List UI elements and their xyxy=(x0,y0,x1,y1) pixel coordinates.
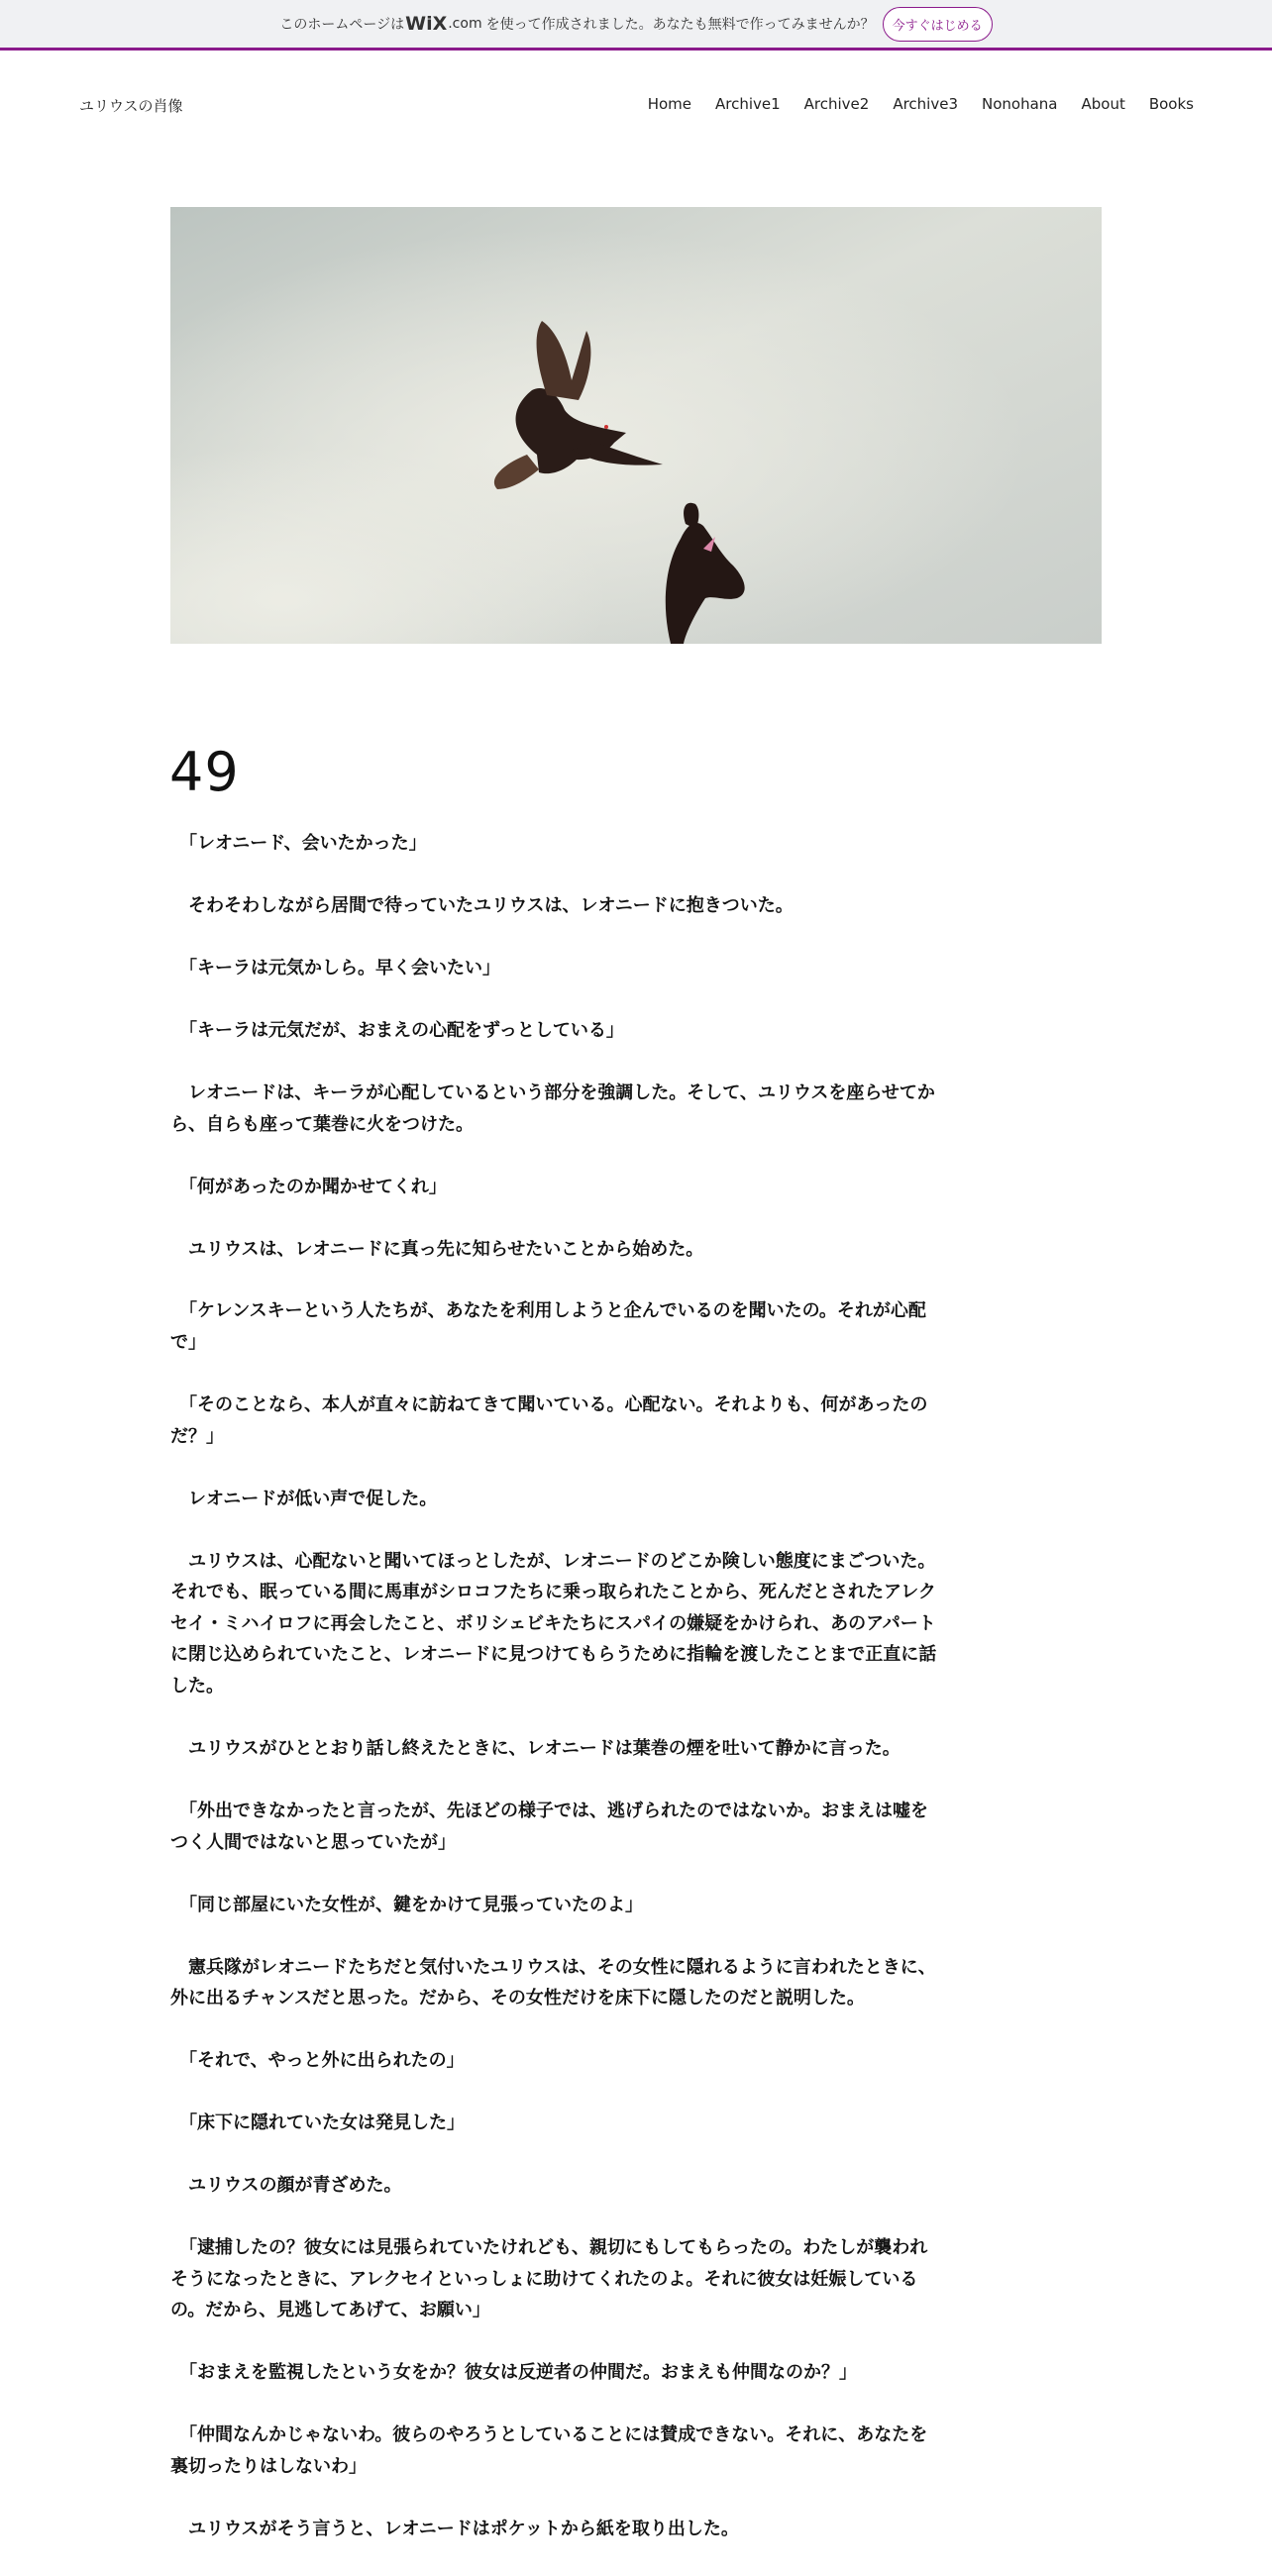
wix-promo-banner xyxy=(0,0,1272,51)
post-body xyxy=(170,828,943,2576)
start-now-button[interactable]: 今すぐはじめる xyxy=(883,7,993,42)
paragraph: 「同じ部屋にいた女性が、鍵をかけて見張っていたのよ」 xyxy=(170,1894,643,1915)
paragraph: レオニードが低い声で促した。 xyxy=(170,1488,438,1509)
paragraph: ユリウスがそう言うと、レオニードはポケットから紙を取り出した。 xyxy=(170,2518,739,2539)
wix-logo: WiX xyxy=(405,13,448,35)
main-nav xyxy=(624,95,1194,113)
paragraph: 「床下に隠れていた女は発見した」 xyxy=(170,2112,465,2134)
birds-in-sky-image xyxy=(170,207,1102,644)
nav-books[interactable]: Books xyxy=(1148,95,1194,113)
paragraph: そわそわしながら居間で待っていたユリウスは、レオニードに抱きついた。 xyxy=(170,894,794,916)
banner-text-after: を使って作成されました。あなたも無料で作ってみませんか？ xyxy=(485,17,875,33)
paragraph: ユリウスは、レオニードに真っ先に知らせたいことから始めた。 xyxy=(170,1238,704,1260)
site-title[interactable]: ユリウスの肖像 xyxy=(79,97,183,115)
paragraph: 「それで、やっと外に出られたの」 xyxy=(170,2050,465,2072)
hero-image xyxy=(170,207,1102,644)
paragraph: 憲兵隊がレオニードたちだと気付いたユリウスは、その女性に隠れるように言われたときに、外に出るチャンスだと思った。だから、その女性だけを床下に隠したのだと説明した。 xyxy=(170,1956,936,2009)
banner-text-before: このホームページは xyxy=(279,17,405,33)
paragraph: 「キーラは元気だが、おまえの心配をずっとしている」 xyxy=(170,1019,624,1041)
paragraph: ユリウスの顔が青ざめた。 xyxy=(170,2175,402,2197)
paragraph: 「何があったのか聞かせてくれ」 xyxy=(170,1176,447,1197)
paragraph: 「外出できなかったと言ったが、先ほどの様子では、逃げられたのではないか。おまえは嘘をつく人間ではないと思っていたが」 xyxy=(170,1800,928,1853)
paragraph: 「キーラは元気かしら。早く会いたい」 xyxy=(170,957,500,979)
paragraph: 「そのことなら、本人が直々に訪ねてきて聞いている。心配ない。それよりも、何があったのだ？」 xyxy=(170,1394,928,1447)
post-title: 49 xyxy=(169,741,240,804)
paragraph: 「おまえを監視したという女をか？彼女は反逆者の仲間だ。おまえも仲間なのか？」 xyxy=(170,2362,857,2384)
paragraph: 「仲間なんかじゃないわ。彼らのやろうとしていることには賛成できない。それに、あなたを裏切ったりはしないわ」 xyxy=(170,2424,928,2477)
nav-about[interactable]: About xyxy=(1081,95,1125,113)
nav-archive3[interactable]: Archive3 xyxy=(893,95,958,113)
paragraph: ユリウスがひととおり話し終えたときに、レオニードは葉巻の煙を吐いて静かに言った。 xyxy=(170,1737,901,1759)
paragraph: 「逮捕したの？彼女には見張られていたけれども、親切にもしてもらったの。わたしが襲われそうになったときに、アレクセイといっしょに助けてくれたのよ。それに彼女は妊娠しているの。だから、見逃してあげて、お願い」 xyxy=(170,2237,928,2321)
paragraph: 「レオニード、会いたかった」 xyxy=(170,833,427,854)
nav-archive1[interactable]: Archive1 xyxy=(714,95,781,113)
nav-home[interactable]: Home xyxy=(647,95,691,113)
nav-archive2[interactable]: Archive2 xyxy=(803,95,870,113)
paragraph: ユリウスは、心配ないと聞いてほっとしたが、レオニードのどこか険しい態度にまごついた。それでも、眠っている間に馬車がシロコフたちに乗っ取られたことから、死んだとされたアレクセイ・ミハイロフに再会したこと、ボリシェビキたちにスパイの嫌疑をかけられ、あのアパートに閉じ込められていたこと、レオニードに見つけてもらうために指輪を渡したことまで正直に話した。 xyxy=(170,1550,937,1697)
paragraph: レオニードは、キーラが心配しているという部分を強調した。そして、ユリウスを座らせてから、自らも座って葉巻に火をつけた。 xyxy=(170,1082,935,1135)
paragraph: 「ケレンスキーという人たちが、あなたを利用しようと企んでいるのを聞いたの。それが心配で」 xyxy=(170,1300,926,1354)
nav-nonohana[interactable]: Nonohana xyxy=(982,95,1058,113)
wix-logo-suffix: .com xyxy=(448,16,482,32)
